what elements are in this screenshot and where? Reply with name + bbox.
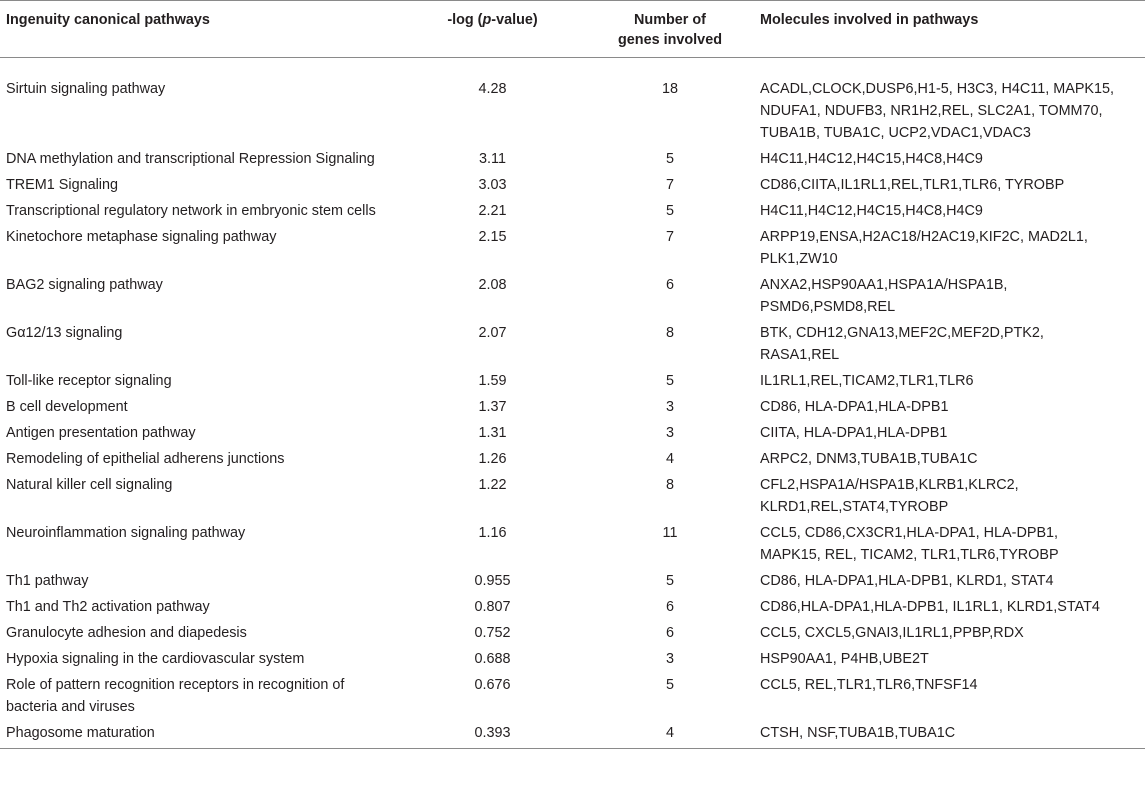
cell-pathway: B cell development — [6, 399, 128, 415]
cell-pvalue: 0.752 — [474, 625, 511, 641]
cell-molecules: CTSH, NSF,TUBA1B,TUBA1C — [760, 725, 956, 741]
cell-pvalue: 1.59 — [478, 373, 507, 389]
cell-pathway: Phagosome maturation — [6, 725, 155, 741]
cell-pathway: TREM1 Signaling — [6, 177, 118, 193]
cell-genes: 5 — [665, 573, 674, 589]
table-row — [0, 622, 1145, 648]
cell-pvalue: 0.955 — [474, 573, 511, 589]
table-header — [0, 1, 1145, 58]
cell-genes: 5 — [665, 677, 674, 693]
cell-molecules: CD86,CIITA,IL1RL1,REL,TLR1,TLR6, TYROBP — [760, 177, 1065, 193]
cell-genes: 3 — [665, 651, 674, 667]
cell-genes: 7 — [665, 177, 674, 193]
cell-pvalue: 0.688 — [474, 651, 511, 667]
cell-molecules: HSP90AA1, P4HB,UBE2T — [760, 651, 929, 667]
cell-pvalue: 2.21 — [478, 203, 507, 219]
cell-genes: 4 — [665, 725, 674, 741]
header-pathway: Ingenuity canonical pathways — [6, 12, 210, 28]
cell-molecules: ACADL,CLOCK,DUSP6,H1-5, H3C3, H4C11, MAPK15, NDUFA1, NDUFB3, NR1H2,REL, SLC2A1, TOMM70, TUBA1B, TUBA1C, UCP2,VDAC1,VDAC3 — [760, 81, 1115, 141]
cell-pathway: Antigen presentation pathway — [6, 425, 196, 441]
cell-pathway: Remodeling of epithelial adherens junctions — [6, 451, 285, 467]
header-genes-line2: genes involved — [618, 32, 722, 48]
table-row — [0, 58, 1145, 149]
cell-molecules: CCL5, CXCL5,GNAI3,IL1RL1,PPBP,RDX — [760, 625, 1024, 641]
cell-genes: 8 — [665, 477, 674, 493]
table-row — [0, 648, 1145, 674]
table-row — [0, 148, 1145, 174]
cell-genes: 6 — [665, 625, 674, 641]
cell-genes: 5 — [665, 151, 674, 167]
cell-genes: 4 — [665, 451, 674, 467]
cell-molecules: CCL5, CD86,CX3CR1,HLA-DPA1, HLA-DPB1, MAPK15, REL, TICAM2, TLR1,TLR6,TYROBP — [760, 525, 1059, 563]
cell-genes: 11 — [662, 525, 678, 541]
table-row — [0, 274, 1145, 322]
table-row — [0, 226, 1145, 274]
table-row — [0, 396, 1145, 422]
cell-genes: 8 — [665, 325, 674, 341]
cell-pathway: DNA methylation and transcriptional Repression Signaling — [6, 151, 375, 167]
header-genes — [590, 1, 750, 58]
cell-pvalue: 1.16 — [478, 525, 507, 541]
table-row — [0, 448, 1145, 474]
table-row — [0, 474, 1145, 522]
table-row — [0, 596, 1145, 622]
cell-molecules: H4C11,H4C12,H4C15,H4C8,H4C9 — [760, 203, 983, 219]
table-row — [0, 322, 1145, 370]
cell-molecules: ARPP19,ENSA,H2AC18/H2AC19,KIF2C, MAD2L1, PLK1,ZW10 — [760, 229, 1088, 267]
cell-molecules: CFL2,HSPA1A/HSPA1B,KLRB1,KLRC2, KLRD1,REL,STAT4,TYROBP — [760, 477, 1019, 515]
table-row — [0, 722, 1145, 749]
cell-pvalue: 1.37 — [478, 399, 507, 415]
cell-genes: 3 — [665, 399, 674, 415]
cell-pvalue: 3.03 — [478, 177, 507, 193]
table-row — [0, 422, 1145, 448]
table-row — [0, 370, 1145, 396]
cell-pathway: Toll-like receptor signaling — [6, 373, 172, 389]
cell-pvalue: 1.26 — [478, 451, 507, 467]
cell-pvalue: 1.22 — [478, 477, 507, 493]
cell-molecules: IL1RL1,REL,TICAM2,TLR1,TLR6 — [760, 373, 974, 389]
cell-genes: 5 — [665, 373, 674, 389]
cell-pvalue: 2.15 — [478, 229, 507, 245]
cell-pathway: Th1 and Th2 activation pathway — [6, 599, 210, 615]
cell-pvalue: 4.28 — [478, 81, 507, 97]
cell-molecules: CCL5, REL,TLR1,TLR6,TNFSF14 — [760, 677, 978, 693]
cell-genes: 6 — [665, 277, 674, 293]
cell-pvalue: 2.08 — [478, 277, 507, 293]
cell-pvalue: 2.07 — [478, 325, 507, 341]
table-row — [0, 200, 1145, 226]
cell-molecules: BTK, CDH12,GNA13,MEF2C,MEF2D,PTK2, RASA1,REL — [760, 325, 1044, 363]
cell-pathway: Transcriptional regulatory network in embryonic stem cells — [6, 203, 376, 219]
cell-molecules: ARPC2, DNM3,TUBA1B,TUBA1C — [760, 451, 978, 467]
cell-pathway: Role of pattern recognition receptors in recognition of bacteria and viruses — [6, 677, 345, 715]
cell-genes: 18 — [661, 81, 678, 97]
cell-pvalue: 1.31 — [478, 425, 507, 441]
cell-pvalue: 0.676 — [474, 677, 511, 693]
cell-molecules: CIITA, HLA-DPA1,HLA-DPB1 — [760, 425, 948, 441]
header-pvalue-italic: p — [482, 12, 492, 28]
cell-pathway: Sirtuin signaling pathway — [6, 81, 166, 97]
cell-genes: 7 — [665, 229, 674, 245]
table-row — [0, 674, 1145, 722]
cell-molecules: CD86, HLA-DPA1,HLA-DPB1, KLRD1, STAT4 — [760, 573, 1054, 589]
table-row — [0, 522, 1145, 570]
cell-molecules: ANXA2,HSP90AA1,HSPA1A/HSPA1B, PSMD6,PSMD8,REL — [760, 277, 1008, 315]
table-row — [0, 570, 1145, 596]
cell-genes: 5 — [665, 203, 674, 219]
cell-pathway: Granulocyte adhesion and diapedesis — [6, 625, 247, 641]
cell-pvalue: 0.807 — [474, 599, 511, 615]
table-body — [0, 58, 1145, 749]
cell-molecules: CD86,HLA-DPA1,HLA-DPB1, IL1RL1, KLRD1,STAT4 — [760, 599, 1100, 615]
cell-pathway: Kinetochore metaphase signaling pathway — [6, 229, 277, 245]
cell-pathway: Hypoxia signaling in the cardiovascular system — [6, 651, 305, 667]
cell-genes: 3 — [665, 425, 674, 441]
cell-pathway: Gα12/13 signaling — [6, 325, 123, 341]
table-row — [0, 174, 1145, 200]
header-genes-line1: Number of — [634, 12, 706, 28]
cell-pvalue: 3.11 — [479, 151, 506, 167]
header-molecules: Molecules involved in pathways — [760, 12, 979, 28]
cell-pathway: Th1 pathway — [6, 573, 89, 589]
cell-genes: 6 — [665, 599, 674, 615]
header-pvalue-prefix: -log ( — [447, 12, 483, 28]
cell-molecules: H4C11,H4C12,H4C15,H4C8,H4C9 — [760, 151, 983, 167]
cell-pvalue: 0.393 — [474, 725, 511, 741]
header-row — [0, 1, 1145, 58]
cell-molecules: CD86, HLA-DPA1,HLA-DPB1 — [760, 399, 949, 415]
header-pvalue-suffix: -value) — [491, 12, 538, 28]
cell-pathway: BAG2 signaling pathway — [6, 277, 163, 293]
cell-pathway: Natural killer cell signaling — [6, 477, 173, 493]
cell-pathway: Neuroinflammation signaling pathway — [6, 525, 246, 541]
header-pvalue — [395, 1, 590, 58]
